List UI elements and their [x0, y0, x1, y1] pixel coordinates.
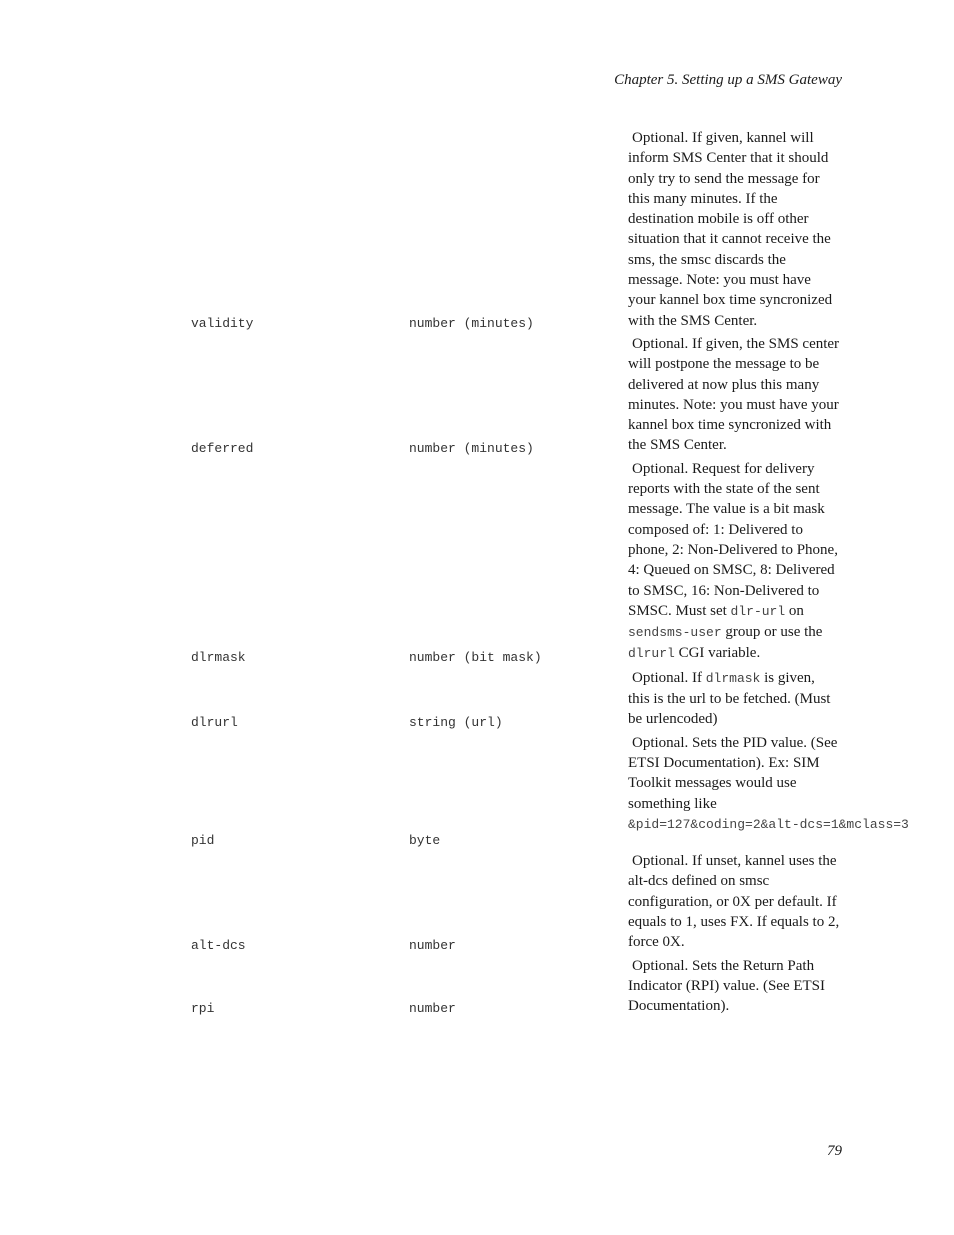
description-text: Optional. If given, the SMS center will postpone the message to be delivered at now plus this many minutes. Note: you must have your kannel box time syncronized with the SMS Center.	[628, 335, 840, 454]
param-type: byte	[409, 833, 441, 849]
code-dlr-url: dlr-url	[730, 603, 786, 619]
param-type: number	[409, 1001, 456, 1017]
param-name: alt-dcs	[191, 937, 246, 953]
table-row	[191, 459, 891, 668]
description-text: Optional. Request for delivery reports with the state of the sent message. The value is a bit mask composed of: 1: Delivered to phone, 2: Non-Delivered to Phone, 4: Queued on SMSC, 8: Delivered to SMSC, 16: Non-Delivered to SMSC. Must set	[628, 460, 838, 619]
table-row	[191, 668, 891, 733]
param-description	[628, 668, 840, 733]
param-description	[628, 956, 840, 1020]
param-description	[628, 851, 840, 955]
parameter-table	[191, 128, 909, 1019]
table-row	[191, 733, 909, 851]
description-text: is given, this is the url to be fetched. (Must be urlencoded)	[628, 669, 831, 728]
code-example-query: &pid=127&coding=2&alt-dcs=1&mclass=3	[628, 816, 909, 832]
param-type: number (bit mask)	[409, 649, 542, 665]
param-type: number (minutes)	[409, 315, 534, 331]
description-text: Optional. Sets the PID value. (See ETSI Documentation). Ex: SIM Toolkit messages would use something like	[628, 734, 838, 812]
param-name: dlrurl	[191, 714, 238, 730]
description-text: Optional. If	[632, 669, 702, 686]
param-name: validity	[191, 315, 254, 331]
param-type: string (url)	[409, 714, 503, 730]
code-dlrurl: dlrurl	[628, 646, 675, 662]
param-name: deferred	[191, 440, 254, 456]
code-dlrmask: dlrmask	[705, 670, 761, 686]
param-name: rpi	[191, 1001, 215, 1017]
param-description	[628, 459, 840, 668]
code-sendsms-user: sendsms-user	[628, 625, 722, 641]
description-text: group or use the	[725, 624, 823, 641]
param-description	[628, 733, 909, 851]
table-row	[191, 956, 891, 1020]
table-row	[191, 334, 891, 459]
description-text: Optional. Sets the Return Path Indicator (RPI) value. (See ETSI Documentation).	[628, 957, 826, 1015]
param-description	[628, 128, 840, 334]
param-name: dlrmask	[191, 649, 246, 665]
table-row	[191, 851, 891, 955]
running-header: Chapter 5. Setting up a SMS Gateway	[614, 72, 842, 88]
param-type: number	[409, 937, 456, 953]
param-name: pid	[191, 833, 215, 849]
param-description	[628, 334, 840, 459]
page-number: 79	[827, 1143, 842, 1159]
description-text: Optional. If given, kannel will inform SMS Center that it should only try to send the message for this many minutes. If the destination mobile is off other situation that it cannot receive the sms, the smsc discards the message. Note: you must have your kannel box time syncronized with the SMS Center.	[628, 130, 833, 329]
description-text: Optional. If unset, kannel uses the alt-dcs defined on smsc configuration, or 0X per default. If equals to 1, uses FX. If equals to 2, force 0X.	[628, 853, 840, 951]
description-text: on	[788, 602, 804, 619]
description-text: CGI variable.	[678, 645, 761, 662]
param-type: number (minutes)	[409, 440, 534, 456]
table-row	[191, 128, 891, 334]
